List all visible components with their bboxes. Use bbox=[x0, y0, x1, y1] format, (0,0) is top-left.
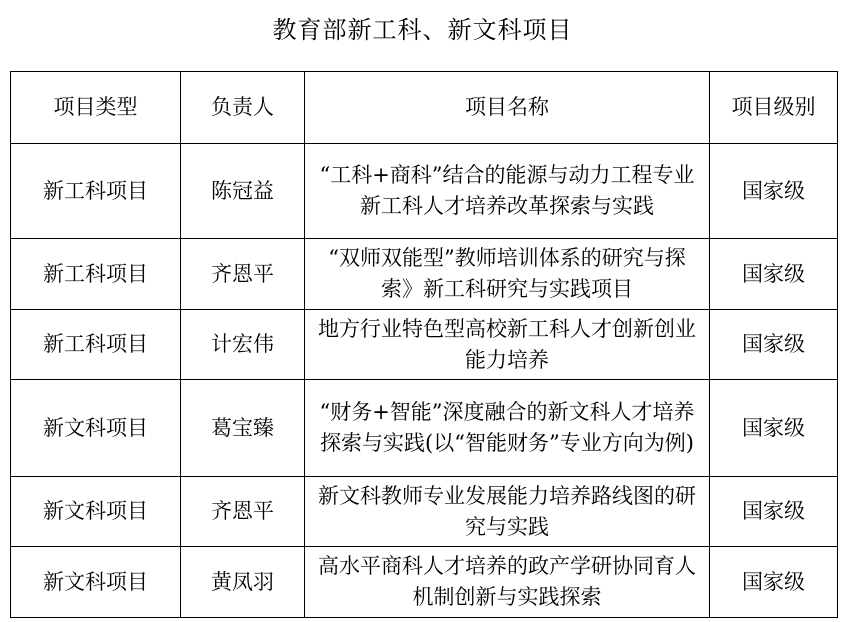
header-leader: 负责人 bbox=[181, 72, 305, 144]
table-row bbox=[11, 477, 838, 547]
projects-table bbox=[10, 71, 838, 618]
table-row bbox=[11, 310, 838, 380]
page-title: 教育部新工科、新文科项目 bbox=[272, 16, 573, 44]
header-project-name: 项目名称 bbox=[305, 72, 710, 144]
cell-leader: 齐恩平 bbox=[181, 239, 305, 310]
cell-project-level: 国家级 bbox=[710, 477, 838, 547]
header-project-type: 项目类型 bbox=[11, 72, 181, 144]
table-row bbox=[11, 239, 838, 310]
cell-leader: 齐恩平 bbox=[181, 477, 305, 547]
cell-project-name: 高水平商科人才培养的政产学研协同育人机制创新与实践探索 bbox=[305, 547, 710, 618]
cell-project-name: “财务+智能”深度融合的新文科人才培养探索与实践(以“智能财务”专业方向为例) bbox=[305, 380, 710, 477]
cell-project-level: 国家级 bbox=[710, 547, 838, 618]
table-row bbox=[11, 380, 838, 477]
cell-project-level: 国家级 bbox=[710, 144, 838, 239]
table-header-row bbox=[11, 72, 838, 144]
cell-project-name: 新文科教师专业发展能力培养路线图的研究与实践 bbox=[305, 477, 710, 547]
cell-project-type: 新工科项目 bbox=[11, 310, 181, 380]
cell-project-type: 新工科项目 bbox=[11, 239, 181, 310]
table-row bbox=[11, 547, 838, 618]
cell-project-type: 新文科项目 bbox=[11, 547, 181, 618]
cell-project-name: “工科+商科”结合的能源与动力工程专业新工科人才培养改革探索与实践 bbox=[305, 144, 710, 239]
cell-project-level: 国家级 bbox=[710, 239, 838, 310]
cell-leader: 陈冠益 bbox=[181, 144, 305, 239]
cell-project-level: 国家级 bbox=[710, 380, 838, 477]
cell-leader: 计宏伟 bbox=[181, 310, 305, 380]
table-row bbox=[11, 144, 838, 239]
cell-project-type: 新文科项目 bbox=[11, 380, 181, 477]
cell-project-name: 地方行业特色型高校新工科人才创新创业能力培养 bbox=[305, 310, 710, 380]
cell-leader: 葛宝臻 bbox=[181, 380, 305, 477]
header-project-level: 项目级别 bbox=[710, 72, 838, 144]
cell-project-type: 新文科项目 bbox=[11, 477, 181, 547]
cell-leader: 黄凤羽 bbox=[181, 547, 305, 618]
cell-project-name: “双师双能型”教师培训体系的研究与探索》新工科研究与实践项目 bbox=[305, 239, 710, 310]
cell-project-level: 国家级 bbox=[710, 310, 838, 380]
cell-project-type: 新工科项目 bbox=[11, 144, 181, 239]
